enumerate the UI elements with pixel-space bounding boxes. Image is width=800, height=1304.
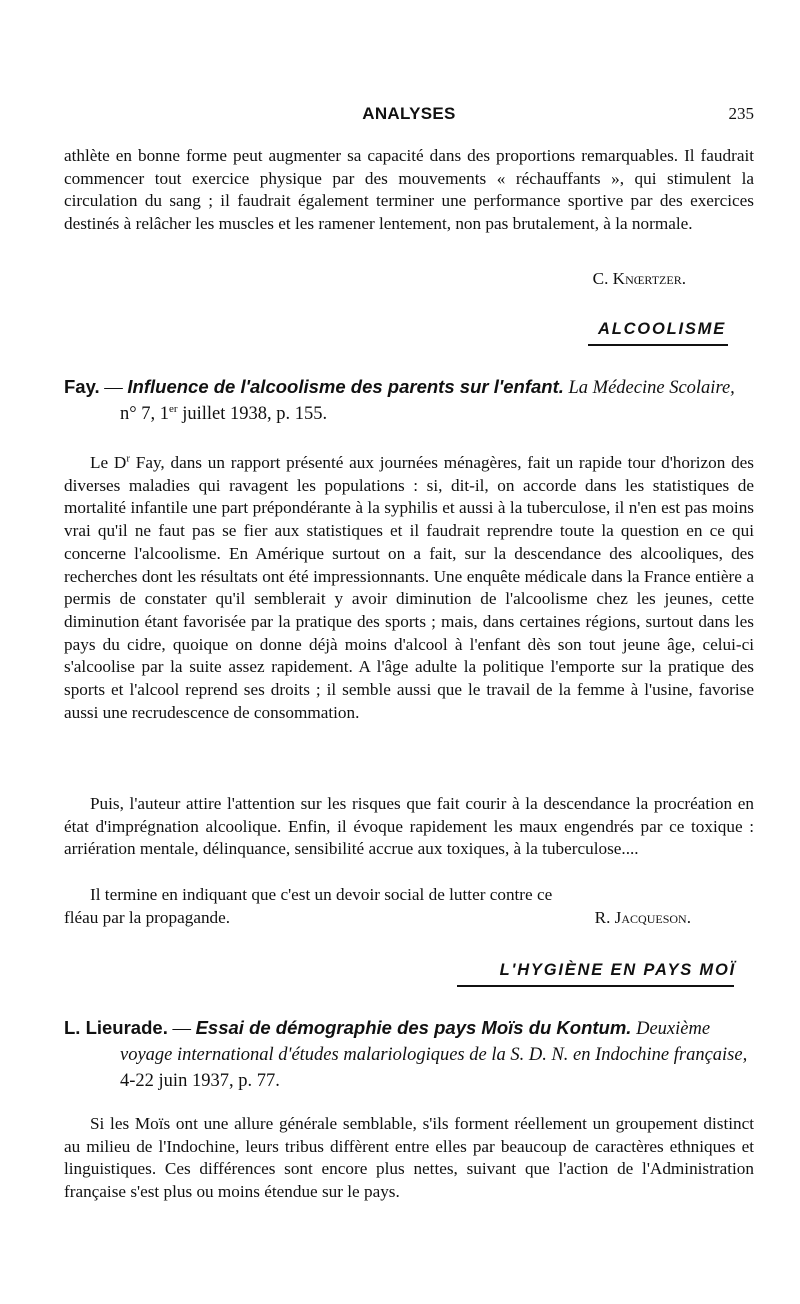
section-heading-hygiene: L'HYGIÈNE EN PAYS MOÏ bbox=[499, 961, 736, 979]
ref-journal: Deuxième voyage international d'études malariologiques de la S. D. N. en Indochine française, bbox=[120, 1019, 748, 1065]
ref-dash: — bbox=[99, 378, 128, 398]
ref-author: Fay. bbox=[64, 376, 100, 397]
para-lead: Le D bbox=[90, 453, 127, 472]
ref-author: L. Lieurade. bbox=[64, 1017, 168, 1038]
body-paragraph bbox=[64, 452, 754, 724]
ref-title: Influence de l'alcoolisme des parents sur l'enfant. bbox=[127, 376, 564, 397]
ref-journal: La Médecine Scolaire, bbox=[568, 378, 735, 398]
running-head bbox=[64, 104, 754, 128]
para-lead-sup: r bbox=[126, 452, 130, 465]
body-paragraph: Il termine en indiquant que c'est un devoir social de lutter contre ce fléau par la propagande. bbox=[64, 885, 553, 927]
carryover-paragraph: athlète en bonne forme peut augmenter sa capacité dans des proportions remarquables. Il faudrait commencer tout exercice physique par des mouvements « réchauffants », qui stimulent la circulation du sang ; il faudrait également terminer une performance sportive par des exercices destinés à relâcher les muscles et les ramener lentement, non pas brutalement, à la normale. bbox=[64, 146, 754, 234]
ref-title: Essai de démographie des pays Moïs du Kontum. bbox=[195, 1017, 632, 1038]
ref-issue: n° 7, 1 bbox=[120, 404, 170, 424]
page-number: 235 bbox=[728, 104, 754, 123]
ref-dash: — bbox=[167, 1019, 196, 1039]
reference-lieurade bbox=[64, 1015, 754, 1094]
ref-details: 4-22 juin 1937, p. 77. bbox=[120, 1071, 280, 1091]
signature-name: R. Jacqueson. bbox=[594, 908, 691, 927]
body-paragraph: Puis, l'auteur attire l'attention sur les risques que fait courir à la descendance la procréation en état d'imprégnation alcoolique. Enfin, il évoque rapidement les maux engendrés par ce toxique : arriération mentale, délinquance, sensibilité accrue aux toxiques, à la tuberculose.... bbox=[64, 794, 754, 859]
section-rule bbox=[457, 985, 734, 987]
running-head-title: ANALYSES bbox=[362, 104, 456, 123]
article-signature bbox=[64, 907, 691, 930]
body-paragraph: Si les Moïs ont une allure générale semblable, s'ils forment réellement un groupement distinct au milieu de l'Indochine, leurs tribus diffèrent entre elles par beaucoup de caractères ethniques et linguistiques. Ces différences sont encore plus nettes, suivant que l'action de l'Administration française s'est plus ou moins étendue sur le pays. bbox=[64, 1114, 754, 1202]
section-heading-alcoolisme: ALCOOLISME bbox=[598, 320, 726, 338]
section-rule bbox=[588, 344, 728, 346]
carryover-signature bbox=[64, 268, 686, 291]
signature-name: C. Knœrtzer. bbox=[592, 269, 686, 288]
para-text: Fay, dans un rapport présenté aux journées ménagères, fait un rapide tour d'horizon des diverses maladies qui ravagent les populations : si, dit-il, on accorde dans les statistiques de mortalité infantile une part prépondérante à la syphilis et aussi à la tuberculose, il n'en est pas moins vrai qu'il ne faut pas se fier aux statistiques et il faudrait reprendre toute la question en ce qui concerne l'alcoolisme. En Amérique surtout on a fait, sur la descendance des alcooliques, des recherches dont les résultats ont été impressionnants. Une enquête médicale dans la France entière a permis de constater qu'il semblerait y avoir diminution de l'alcoolisme chez les jeunes, cette diminution étant favorisée par la pratique des sports ; mais, dans certaines régions, surtout dans les pays du cidre, quoique on donne déjà moins d'alcool à l'enfant dès son tout jeune âge, celui-ci s'alcoolise par la suite assez rapidement. A l'âge adulte la politique l'emporte sur la pratique des sports et l'alcool reprend ses droits ; il semble aussi que le travail de la femme à l'usine, favorise aussi une recrudescence de consommation. bbox=[64, 453, 754, 722]
ref-details: juillet 1938, p. 155. bbox=[177, 404, 328, 424]
ref-issue-sup: er bbox=[169, 402, 178, 415]
reference-fay bbox=[64, 374, 754, 427]
